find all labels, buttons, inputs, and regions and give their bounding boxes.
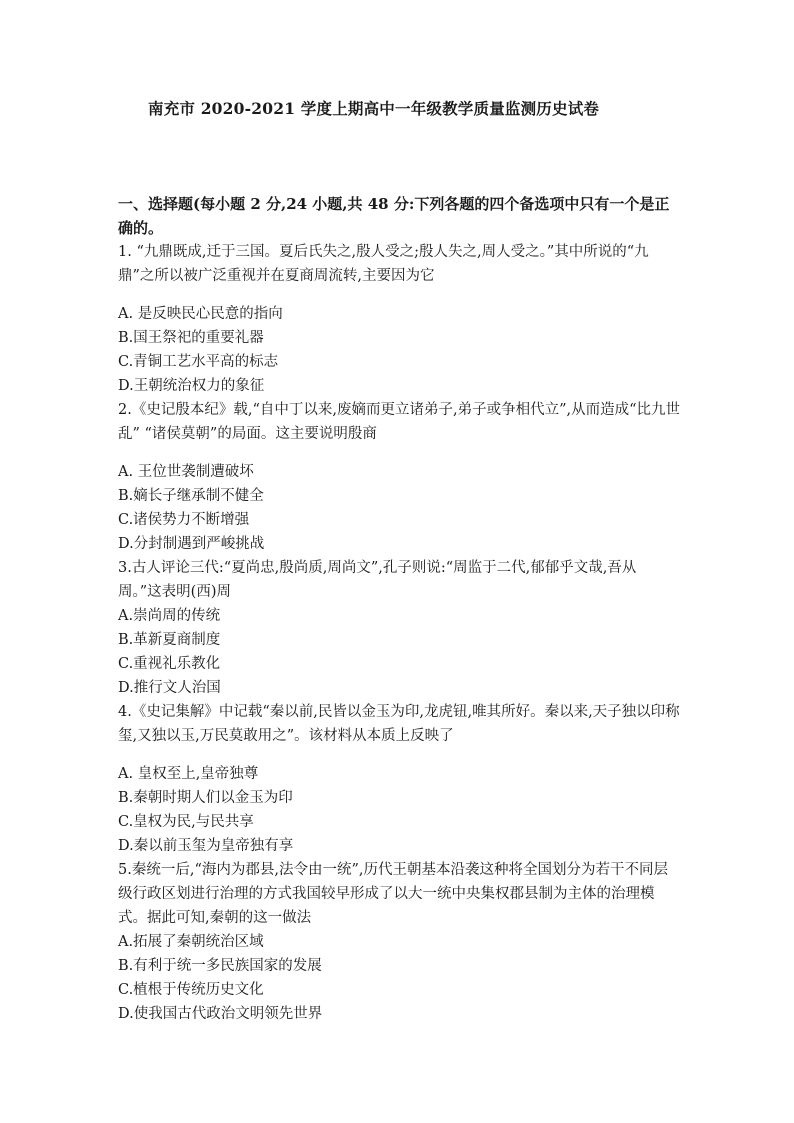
option-b: B.秦朝时期人们以金玉为印: [118, 790, 293, 806]
question-stem: 1. “九鼎既成,迁于三国。夏后氏失之,殷人受之;殷人失之,周人受之。”其中所说的“九鼎”之所以被广泛重视并在夏商周流转,主要因为它: [118, 244, 649, 284]
option-c: C.植根于传统历史文化: [118, 982, 264, 998]
option-b: B.嫡长子继承制不健全: [118, 488, 264, 504]
option-b: B.国王祭祀的重要礼器: [118, 330, 264, 346]
option-d: D.王朝统治权力的象征: [118, 378, 265, 394]
option-c: C.诸侯势力不断增强: [118, 512, 250, 528]
question-stem: 4.《史记集解》中记载“秦以前,民皆以金玉为印,龙虎钮,唯其所好。秦以来,天子独以印称玺,又独以玉,万民莫敢用之”。该材料从本质上反映了: [118, 704, 680, 744]
question-stem: 2.《史记殷本纪》载,“自中丁以来,废嫡而更立诸弟子,弟子或争相代立”,从而造成“比九世乱” “诸侯莫朝”的局面。这主要说明殷商: [118, 402, 681, 442]
question-2: [118, 398, 680, 556]
option-a: A.崇尚周的传统: [118, 608, 221, 624]
option-c: C.皇权为民,与民共享: [118, 814, 254, 830]
option-c: C.重视礼乐教化: [118, 656, 221, 672]
exam-content: [118, 192, 680, 1026]
option-b: B.有利于统一多民族国家的发展: [118, 958, 322, 974]
option-a: A.拓展了秦朝统治区域: [118, 934, 264, 950]
option-a: A. 王位世袭制遭破坏: [118, 464, 254, 480]
question-stem: 5.秦统一后,“海内为郡县,法令由一统”,历代王朝基本沿袭这种将全国划分为若干不同层级行政区划进行治理的方式我国较早形成了以大一统中央集权郡县制为主体的治理模式。据此可知,秦朝的这一做法: [118, 862, 668, 926]
option-d: D.秦以前玉玺为皇帝独有享: [118, 838, 294, 854]
option-a: A. 是反映民心民意的指向: [118, 306, 283, 322]
option-b: B.革新夏商制度: [118, 632, 221, 648]
option-d: D.使我国古代政治文明领先世界: [118, 1006, 323, 1022]
question-stem: 3.古人评论三代:“夏尚忠,殷尚质,周尚文”,孔子则说:“周监于二代,郁郁乎文哉,吾从周。”这表明(西)周: [118, 560, 637, 600]
option-c: C.青铜工艺水平高的标志: [118, 354, 279, 370]
question-5: [118, 858, 680, 1026]
option-d: D.推行文人治国: [118, 680, 221, 696]
question-3: [118, 556, 680, 700]
section-heading: 一、选择题(每小题 2 分,24 小题,共 48 分:下列各题的四个备选项中只有一个是正确的。: [118, 195, 670, 237]
question-1: [118, 240, 680, 398]
option-a: A. 皇权至上,皇帝独尊: [118, 766, 259, 782]
exam-title: 南充市 2020-2021 学度上期高中一年级教学质量监测历史试卷: [148, 99, 600, 118]
option-d: D.分封制遇到严峻挑战: [118, 536, 265, 552]
question-4: [118, 700, 680, 858]
